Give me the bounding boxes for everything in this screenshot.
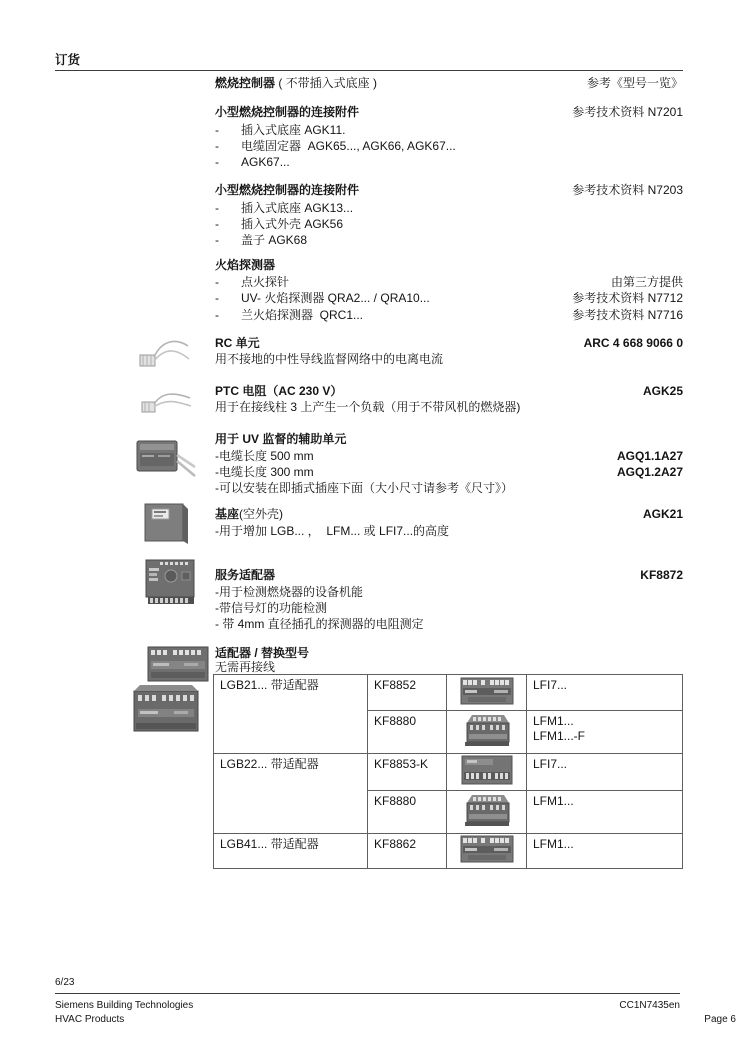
section-reference: 参考技术资料 N7201 bbox=[572, 105, 683, 119]
photo-cell bbox=[447, 834, 527, 869]
feature-line: -用于检测燃烧器的设备机能 bbox=[215, 585, 363, 599]
item-reference: 参考技术资料 N7712 bbox=[572, 291, 683, 305]
list-item: - 兰火焰探测器 QRC1... 参考技术资料 N7716 bbox=[215, 308, 683, 322]
section-flame-detectors bbox=[215, 258, 683, 273]
photo-cell bbox=[447, 711, 527, 754]
list-item: - 点火探针 由第三方提供 bbox=[215, 275, 683, 289]
replacement-cell: LFM1... LFM1...-F bbox=[527, 711, 683, 754]
section-title: 小型燃烧控制器的连接附件 bbox=[215, 105, 360, 119]
section-description: 用不接地的中性导线监督网络中的电离电流 bbox=[215, 352, 444, 366]
replacement-cell: LFM1... bbox=[527, 834, 683, 869]
list-item: - 插入式底座 AGK13... bbox=[215, 201, 354, 215]
adapter-modules-photo bbox=[132, 643, 214, 741]
adapter-replacement-table bbox=[213, 674, 683, 869]
kf8853-photo bbox=[461, 755, 513, 785]
adapter-cell: KF8880 bbox=[368, 791, 447, 834]
section-adapter-replacement bbox=[215, 646, 683, 661]
feature-line: -可以安装在即插式插座下面（大小尺寸请参考《尺寸》） bbox=[215, 481, 513, 495]
kf8872-service-adapter-photo bbox=[144, 556, 198, 606]
section-burner-controls bbox=[215, 76, 683, 91]
footer-page-label: Page 6 bbox=[704, 1014, 736, 1025]
table-row bbox=[214, 834, 683, 869]
product-code: AGK21 bbox=[642, 507, 683, 521]
agk21-base-photo bbox=[144, 501, 190, 545]
section-title: PTC 电阻（AC 230 V） bbox=[215, 384, 343, 398]
photo-cell bbox=[447, 791, 527, 834]
feature-line: -带信号灯的功能检测 bbox=[215, 601, 327, 615]
model-cell: LGB22... 带适配器 bbox=[214, 754, 368, 834]
product-code: AGQ1.2A27 bbox=[616, 465, 683, 479]
product-code: KF8872 bbox=[640, 568, 683, 582]
item-reference: 参考技术资料 N7716 bbox=[572, 308, 683, 322]
adapter-cell: KF8852 bbox=[368, 675, 447, 711]
footer-doc-code: CC1N7435en bbox=[619, 1000, 680, 1011]
rc-unit-photo bbox=[138, 335, 190, 369]
section-uv-aux-unit bbox=[215, 432, 683, 447]
product-code: AGQ1.1A27 bbox=[616, 449, 683, 463]
product-code: AGK25 bbox=[642, 384, 683, 398]
section-reference: 参考技术资料 N7203 bbox=[572, 183, 683, 197]
list-item: - AGK67... bbox=[215, 155, 290, 169]
adapter-cell: KF8853-K bbox=[368, 754, 447, 791]
kf8862-photo bbox=[460, 835, 514, 863]
footer-page-ref: 6/23 bbox=[55, 977, 75, 988]
kf8880-photo bbox=[462, 712, 512, 748]
table-row bbox=[214, 675, 683, 711]
feature-line: - 带 4mm 直径插孔的探测器的电阻测定 bbox=[215, 617, 424, 631]
footer-company-line1: Siemens Building Technologies bbox=[55, 1000, 194, 1011]
ptc-resistor-photo bbox=[140, 385, 192, 415]
replacement-cell: LFI7... bbox=[527, 754, 683, 791]
section-description: 用于在接线柱 3 上产生一个负载（用于不带风机的燃烧器) bbox=[215, 400, 521, 414]
feature-line: -电缆长度 300 mm AGQ1.2A27 bbox=[215, 465, 683, 479]
section-description: 无需再接线 bbox=[215, 660, 276, 674]
section-service-adapter bbox=[215, 568, 683, 583]
table-row bbox=[214, 754, 683, 791]
section-base-housing bbox=[215, 507, 683, 522]
section-ptc-resistor bbox=[215, 384, 683, 399]
section-rc-unit bbox=[215, 336, 683, 351]
section-title: 服务适配器 bbox=[215, 568, 276, 582]
section-title: 燃烧控制器 ( 不带插入式底座 ) bbox=[215, 76, 378, 90]
section-title: 用于 UV 监督的辅助单元 bbox=[215, 432, 347, 446]
section-title: 适配器 / 替换型号 bbox=[215, 646, 310, 660]
footer-company-line2: HVAC Products bbox=[55, 1014, 125, 1025]
kf8852-photo bbox=[460, 677, 514, 705]
section-description: -用于增加 LGB... ， LFM... 或 LFI7...的高度 bbox=[215, 524, 450, 538]
section-title: 基座(空外壳) bbox=[215, 507, 284, 521]
section-title: RC 单元 bbox=[215, 336, 260, 350]
adapter-cell: KF8862 bbox=[368, 834, 447, 869]
item-reference: 由第三方提供 bbox=[610, 275, 683, 289]
list-item: - 插入式外壳 AGK56 bbox=[215, 217, 344, 231]
photo-cell bbox=[447, 754, 527, 791]
model-cell: LGB21... 带适配器 bbox=[214, 675, 368, 754]
section-accessories-n7203 bbox=[215, 183, 683, 198]
section-accessories-n7201 bbox=[215, 105, 683, 120]
list-item: - 插入式底座 AGK11. bbox=[215, 123, 346, 137]
list-item: - 盖子 AGK68 bbox=[215, 233, 308, 247]
replacement-cell: LFM1... bbox=[527, 791, 683, 834]
header-rule bbox=[55, 70, 683, 71]
section-title: 火焰探测器 bbox=[215, 258, 276, 272]
photo-cell bbox=[447, 675, 527, 711]
product-code: ARC 4 668 9066 0 bbox=[583, 336, 683, 350]
footer-rule bbox=[55, 993, 680, 994]
kf8880-photo bbox=[462, 792, 512, 828]
page-title: 订货 bbox=[55, 53, 81, 67]
feature-line: -电缆长度 500 mm AGQ1.1A27 bbox=[215, 449, 683, 463]
list-item: - UV- 火焰探测器 QRA2... / QRA10... 参考技术资料 N7712 bbox=[215, 291, 683, 305]
model-cell: LGB41... 带适配器 bbox=[214, 834, 368, 869]
replacement-cell: LFI7... bbox=[527, 675, 683, 711]
section-title: 小型燃烧控制器的连接附件 bbox=[215, 183, 360, 197]
adapter-cell: KF8880 bbox=[368, 711, 447, 754]
section-reference: 参考《型号一览》 bbox=[586, 76, 683, 90]
list-item: - 电缆固定器 AGK65..., AGK66, AGK67... bbox=[215, 139, 456, 153]
agq-aux-unit-photo bbox=[136, 436, 196, 478]
